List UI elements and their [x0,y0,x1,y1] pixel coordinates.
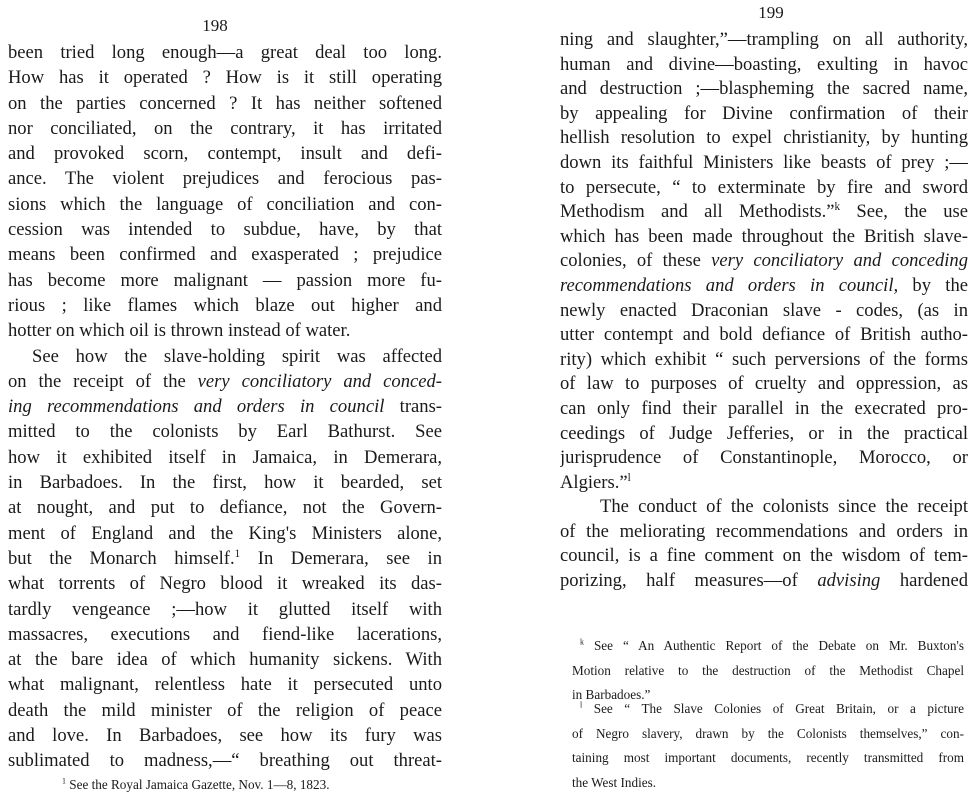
text-run: on the receipt of the [8,370,186,392]
text-run: Algiers.” [560,471,628,493]
text-line: how it exhibited itself in Jamaica, in Demerara, [8,446,442,468]
text-line: tardly vengeance ;—how it glutted itself with [8,598,442,620]
text-line: utter contempt and bold defiance of British autho- [560,324,968,346]
text-line: and provoked scorn, contempt, insult and defi- [8,143,442,165]
text-line: of law to purposes of cruelty and oppression, as [560,373,968,395]
text-line: has become more malignant — passion more fu- [8,269,442,291]
text-line: at the bare idea of which humanity sickens. With [8,649,442,671]
text-line: death the mild minister of the religion of peace [8,699,442,721]
footnote-marker: k [834,200,841,213]
text-line [8,369,442,394]
text-run: Methodism and all Methodists.” [560,201,835,223]
footnote-line: Motion relative to the destruction of the Methodist Chapel [572,662,964,678]
footnote-text: See “ The Slave Colonies of Great Britain, or a picture [593,701,964,716]
text-line [560,249,968,274]
text-line: jurisprudence of Constantinople, Morocco, or [560,447,968,469]
text-run: trans- [384,396,442,418]
text-line [560,471,968,496]
footnote-line: taining most important documents, recently transmitted from [572,750,964,766]
left-footnote [62,776,442,794]
text-line: ance. The violent prejudices and ferocious pas- [8,168,442,190]
text-line: down its faithful Ministers like beasts of prey ;— [560,151,968,173]
text-run: See, the use [840,201,968,223]
text-run: porizing, half measures—of [560,570,798,592]
left-page-number: 198 [202,16,228,35]
footnote-marker: k [580,637,584,647]
text-line: can only find their parallel in the execrated pro- [560,397,968,419]
text-line: How has it operated ? How is it still operating [8,67,442,89]
italic-run: very conciliatory and conceding [711,250,968,272]
italic-run: very conciliatory and conced- [197,370,442,392]
text-line: on the parties concerned ? It has neither softened [8,92,442,114]
footnote-marker: 1 [234,547,241,560]
text-run: colonies, of these [560,250,701,272]
text-run: In Demerara, see in [240,547,442,569]
footnote-text: See the Royal Jamaica Gazette, Nov. 1—8, 1823. [69,777,330,792]
footnote-line: of Negro slavery, drawn by the Colonists themselves,” con- [572,725,964,741]
text-line [560,200,968,225]
text-line: been tried long enough—a great deal too long. [8,42,442,63]
footnote-line: in Barbadoes.” [572,687,651,703]
italic-run: ing recommendations and orders in council [8,396,385,418]
text-line: which has been made throughout the British slave- [560,225,968,247]
text-line [8,394,442,419]
text-line: ceedings of Judge Jefferies, or in the practical [560,422,968,444]
text-line: rity) which exhibit “ such perversions of the forms [560,348,968,370]
text-line [8,546,442,571]
text-line: by appealing for Divine confirmation of their [560,102,968,124]
text-line: hellish resolution to expel christianity, by hunting [560,127,968,149]
text-run: but the Monarch himself. [8,547,235,569]
text-line: council, is a fine comment on the wisdom of tem- [560,545,968,567]
text-line [560,569,968,594]
text-line: at nought, and put to defiance, not the Govern- [8,497,442,519]
text-line: ning and slaughter,”—trampling on all authority, [560,29,968,50]
text-line: what malignant, relentless hate it persecuted unto [8,674,442,696]
text-line: See how the slave-holding spirit was affected [32,345,442,367]
text-line: ment of England and the King's Ministers alone, [8,522,442,544]
right-page [490,0,980,802]
italic-run: recommendations and orders in council, [560,274,899,296]
text-line: sublimated to madness,—“ breathing out threat- [8,750,442,772]
right-page-number: 199 [758,3,784,22]
text-line: cession was intended to subdue, have, by that [8,219,442,241]
text-line: nor conciliated, on the contrary, it has irritated [8,117,442,139]
footnote-marker: l [580,700,583,710]
text-line: hotter on which oil is thrown instead of water. [8,320,351,342]
text-line: The conduct of the colonists since the receipt [600,496,968,518]
text-line: newly enacted Draconian slave - codes, (as in [560,299,968,321]
right-footnote-l [572,697,964,795]
footnote-marker: l [627,471,631,484]
text-line: to persecute, “ to exterminate by fire and sword [560,176,968,198]
footnote-text: See “ An Authentic Report of the Debate on Mr. Buxton's [593,638,964,653]
text-line: what torrents of Negro blood it wreaked its das- [8,573,442,595]
footnote-line [572,697,964,722]
text-line: in Barbadoes. In the first, how it bearded, set [8,472,442,494]
text-line: of the meliorating recommendations and orders in [560,520,968,542]
text-run: by the [898,274,968,296]
footnote-line: the West Indies. [572,774,657,790]
text-line: rious ; like flames which blaze out higher and [8,294,442,316]
italic-run: advising [817,570,881,592]
text-line: and love. In Barbadoes, see how its fury was [8,725,442,747]
footnote-line [62,776,442,794]
right-page-body [560,28,968,594]
text-line: massacres, executions and fiend-like lacerations, [8,623,442,645]
text-line [560,274,968,299]
left-page-body [8,40,442,774]
text-line: sions which the language of conciliation and con- [8,193,442,215]
text-line: mitted to the colonists by Earl Bathurst. See [8,421,442,443]
footnote-line [572,634,964,659]
footnote-marker: 1 [62,776,66,786]
text-line: means been confirmed and exasperated ; prejudice [8,244,442,266]
text-line: human and divine—boasting, exulting in havoc [560,53,968,75]
text-run: hardened [880,570,968,592]
text-line: and destruction ;—blaspheming the sacred name, [560,78,968,100]
